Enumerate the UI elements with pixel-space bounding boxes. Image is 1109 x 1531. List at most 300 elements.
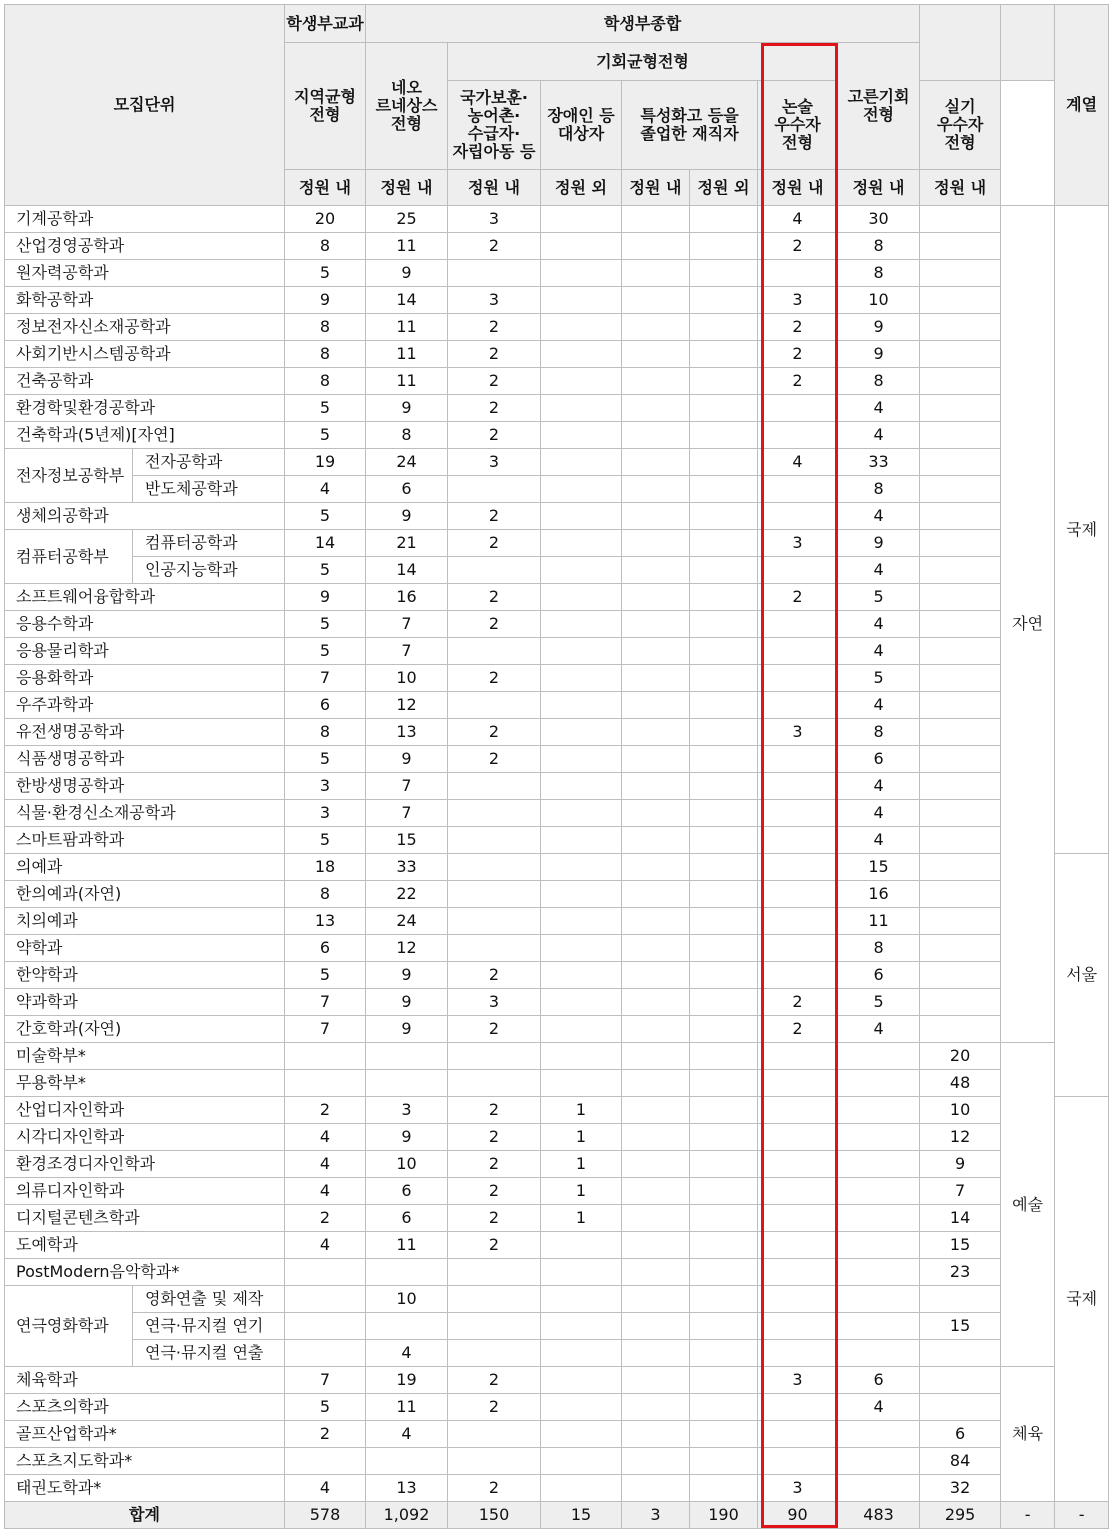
row-group-name: 컴퓨터공학부 [5, 530, 133, 584]
quota-cell [758, 665, 838, 692]
quota-cell [758, 638, 838, 665]
header-blank-silgi [1001, 5, 1055, 81]
table-row [5, 1097, 1109, 1124]
quota-cell: 25 [366, 206, 448, 233]
quota-cell [541, 1475, 622, 1502]
quota-cell [690, 881, 758, 908]
quota-cell: 18 [285, 854, 366, 881]
quota-cell [690, 368, 758, 395]
table-body [5, 206, 1109, 1529]
quota-cell: 9 [366, 260, 448, 287]
quota-cell: 8 [285, 368, 366, 395]
quota-cell: 3 [758, 719, 838, 746]
row-unit-name: 환경학및환경공학과 [5, 395, 285, 422]
quota-cell [448, 908, 541, 935]
table-row [5, 476, 1109, 503]
gyeyeol-cell: 체육 [1001, 1367, 1055, 1502]
quota-cell [758, 1340, 838, 1367]
table-row [5, 989, 1109, 1016]
quota-cell: 24 [366, 908, 448, 935]
table-row [5, 314, 1109, 341]
quota-cell [690, 1043, 758, 1070]
quota-cell: 1 [541, 1097, 622, 1124]
quota-cell [690, 557, 758, 584]
quota-cell [920, 287, 1001, 314]
table-row [5, 1070, 1109, 1097]
header-blank-nonsul [920, 5, 1001, 81]
total-cell: 190 [690, 1502, 758, 1529]
quota-cell: 7 [366, 773, 448, 800]
quota-cell: 84 [920, 1448, 1001, 1475]
campus-cell: 국제 [1055, 206, 1109, 854]
quota-cell [541, 773, 622, 800]
total-cell: - [1055, 1502, 1109, 1529]
quota-cell: 2 [448, 395, 541, 422]
quota-cell [690, 1070, 758, 1097]
quota-cell [690, 260, 758, 287]
quota-cell [541, 314, 622, 341]
quota-cell [541, 449, 622, 476]
quota-cell [690, 584, 758, 611]
quota-cell [541, 935, 622, 962]
quota-cell [541, 827, 622, 854]
quota-cell: 2 [448, 665, 541, 692]
quota-cell [758, 611, 838, 638]
quota-cell: 11 [366, 233, 448, 260]
quota-cell: 13 [366, 1475, 448, 1502]
quota-cell [622, 881, 690, 908]
admission-quota-table [4, 4, 1109, 1529]
quota-cell: 33 [366, 854, 448, 881]
quota-cell [541, 692, 622, 719]
quota-cell [541, 260, 622, 287]
quota-cell [920, 773, 1001, 800]
total-cell: - [1001, 1502, 1055, 1529]
quota-cell: 7 [920, 1178, 1001, 1205]
quota-cell: 5 [285, 746, 366, 773]
quota-cell: 3 [285, 800, 366, 827]
row-unit-name: 소프트웨어융합학과 [5, 584, 285, 611]
quota-cell [622, 503, 690, 530]
quota-cell [622, 530, 690, 557]
quota-cell [690, 1232, 758, 1259]
table-header [5, 5, 1109, 206]
quota-cell: 2 [448, 611, 541, 638]
quota-cell [541, 800, 622, 827]
quota-cell: 2 [758, 1016, 838, 1043]
quota-cell [920, 719, 1001, 746]
quota-cell [541, 962, 622, 989]
quota-cell [758, 692, 838, 719]
quota-cell [838, 1151, 920, 1178]
quota-cell [920, 395, 1001, 422]
total-cell: 483 [838, 1502, 920, 1529]
quota-cell: 2 [448, 1124, 541, 1151]
quota-cell [690, 1205, 758, 1232]
quota-cell [690, 1367, 758, 1394]
quota-cell: 9 [920, 1151, 1001, 1178]
quota-cell [838, 1313, 920, 1340]
quota-cell [920, 1286, 1001, 1313]
quota-cell: 2 [285, 1097, 366, 1124]
table-row [5, 692, 1109, 719]
quota-cell: 9 [838, 314, 920, 341]
quota-cell [541, 476, 622, 503]
row-unit-name: 건축학과(5년제)[자연] [5, 422, 285, 449]
quota-cell [690, 1124, 758, 1151]
quota-cell: 4 [838, 827, 920, 854]
quota-cell [285, 1313, 366, 1340]
quota-cell [838, 1259, 920, 1286]
quota-cell [758, 1313, 838, 1340]
quota-cell [838, 1178, 920, 1205]
quota-cell [920, 422, 1001, 449]
quota-cell: 6 [285, 692, 366, 719]
quota-cell [448, 557, 541, 584]
quota-cell [541, 557, 622, 584]
quota-cell: 5 [285, 638, 366, 665]
quota-label: 정원 내 [285, 170, 366, 206]
quota-cell [541, 368, 622, 395]
quota-cell [920, 557, 1001, 584]
quota-cell: 2 [448, 422, 541, 449]
row-unit-name: 식품생명공학과 [5, 746, 285, 773]
quota-cell: 4 [838, 395, 920, 422]
quota-cell [920, 827, 1001, 854]
quota-cell: 11 [366, 314, 448, 341]
row-unit-name: 화학공학과 [5, 287, 285, 314]
quota-cell [758, 1043, 838, 1070]
quota-cell [758, 746, 838, 773]
row-unit-name: 응용수학과 [5, 611, 285, 638]
table-row [5, 584, 1109, 611]
quota-cell [920, 989, 1001, 1016]
quota-cell: 4 [285, 476, 366, 503]
quota-cell: 21 [366, 530, 448, 557]
table-row [5, 260, 1109, 287]
table-row [5, 1367, 1109, 1394]
table-row [5, 962, 1109, 989]
quota-cell [366, 1259, 448, 1286]
quota-cell [920, 260, 1001, 287]
quota-cell: 4 [838, 1016, 920, 1043]
row-unit-name: 무용학부* [5, 1070, 285, 1097]
quota-cell [622, 1178, 690, 1205]
quota-cell [622, 719, 690, 746]
header-gyogwa: 학생부교과 [285, 5, 366, 43]
header-jiyeok: 지역균형 전형 [285, 43, 366, 170]
table-row [5, 1124, 1109, 1151]
quota-cell [920, 530, 1001, 557]
table-row [5, 368, 1109, 395]
quota-cell [690, 1151, 758, 1178]
quota-cell: 3 [448, 449, 541, 476]
quota-cell [920, 368, 1001, 395]
quota-cell [920, 746, 1001, 773]
row-unit-name: 원자력공학과 [5, 260, 285, 287]
quota-cell [758, 935, 838, 962]
quota-cell: 8 [285, 881, 366, 908]
quota-cell: 4 [285, 1475, 366, 1502]
gyeyeol-cell: 예술 [1001, 1043, 1055, 1367]
row-unit-name: 영화연출 및 제작 [133, 1286, 285, 1313]
table-row [5, 827, 1109, 854]
quota-cell: 12 [920, 1124, 1001, 1151]
total-cell: 15 [541, 1502, 622, 1529]
quota-cell [690, 206, 758, 233]
row-unit-name: 인공지능학과 [133, 557, 285, 584]
quota-cell [920, 206, 1001, 233]
row-unit-name: 한의예과(자연) [5, 881, 285, 908]
quota-cell [758, 800, 838, 827]
quota-cell [541, 287, 622, 314]
row-unit-name: 한약학과 [5, 962, 285, 989]
quota-cell [758, 503, 838, 530]
table-row [5, 1259, 1109, 1286]
quota-cell [622, 1286, 690, 1313]
quota-cell: 15 [838, 854, 920, 881]
table-row [5, 854, 1109, 881]
quota-cell [758, 773, 838, 800]
quota-label: 정원 외 [690, 170, 758, 206]
quota-cell [838, 1124, 920, 1151]
quota-cell [920, 665, 1001, 692]
header-jangae: 장애인 등 대상자 [541, 81, 622, 170]
quota-cell [758, 1259, 838, 1286]
table-row [5, 287, 1109, 314]
row-unit-name: 도예학과 [5, 1232, 285, 1259]
quota-cell [541, 341, 622, 368]
quota-cell [690, 1313, 758, 1340]
row-unit-name: 연극·뮤지컬 연기 [133, 1313, 285, 1340]
quota-cell: 5 [838, 665, 920, 692]
quota-cell: 3 [758, 530, 838, 557]
quota-cell [920, 881, 1001, 908]
quota-cell [690, 692, 758, 719]
quota-cell: 9 [838, 341, 920, 368]
quota-cell: 4 [838, 638, 920, 665]
quota-cell [920, 908, 1001, 935]
row-unit-name: 컴퓨터공학과 [133, 530, 285, 557]
quota-cell: 8 [366, 422, 448, 449]
total-cell: 3 [622, 1502, 690, 1529]
row-unit-name: PostModern음악학과* [5, 1259, 285, 1286]
quota-cell: 4 [838, 692, 920, 719]
quota-cell: 2 [448, 1205, 541, 1232]
quota-cell: 15 [920, 1232, 1001, 1259]
quota-cell [541, 503, 622, 530]
header-gihoe: 기회균형전형 [448, 43, 838, 81]
table-row [5, 1205, 1109, 1232]
quota-cell [758, 1151, 838, 1178]
quota-cell [541, 1259, 622, 1286]
quota-cell: 12 [366, 935, 448, 962]
quota-cell [920, 692, 1001, 719]
quota-cell [920, 1016, 1001, 1043]
quota-cell [690, 908, 758, 935]
row-unit-name: 반도체공학과 [133, 476, 285, 503]
table-row [5, 719, 1109, 746]
header-recruit-unit: 모집단위 [5, 5, 285, 206]
quota-cell: 2 [448, 341, 541, 368]
quota-cell [690, 773, 758, 800]
quota-label: 정원 내 [366, 170, 448, 206]
table-row [5, 1448, 1109, 1475]
quota-cell: 32 [920, 1475, 1001, 1502]
quota-cell [622, 341, 690, 368]
quota-cell [541, 665, 622, 692]
quota-cell: 4 [838, 611, 920, 638]
quota-cell: 20 [920, 1043, 1001, 1070]
quota-cell [622, 1313, 690, 1340]
quota-cell: 15 [366, 827, 448, 854]
quota-cell [622, 557, 690, 584]
quota-cell: 11 [366, 368, 448, 395]
header-goreun: 고른기회 전형 [838, 43, 920, 170]
quota-cell [838, 1448, 920, 1475]
quota-cell: 12 [366, 692, 448, 719]
table-row [5, 449, 1109, 476]
quota-cell [285, 1286, 366, 1313]
quota-cell: 2 [758, 341, 838, 368]
quota-cell [838, 1097, 920, 1124]
table-row [5, 341, 1109, 368]
quota-cell: 2 [285, 1205, 366, 1232]
quota-cell [838, 1070, 920, 1097]
quota-cell [758, 260, 838, 287]
quota-cell: 10 [366, 1151, 448, 1178]
table-row [5, 557, 1109, 584]
quota-cell [366, 1313, 448, 1340]
quota-cell [920, 341, 1001, 368]
row-unit-name: 건축공학과 [5, 368, 285, 395]
row-unit-name: 의예과 [5, 854, 285, 881]
quota-cell: 4 [366, 1340, 448, 1367]
quota-cell [622, 233, 690, 260]
quota-cell: 4 [838, 773, 920, 800]
quota-cell [622, 827, 690, 854]
quota-cell [622, 908, 690, 935]
table-row [5, 530, 1109, 557]
quota-cell: 9 [366, 746, 448, 773]
quota-cell: 16 [366, 584, 448, 611]
quota-cell: 2 [758, 989, 838, 1016]
quota-cell [622, 422, 690, 449]
row-unit-name: 사회기반시스템공학과 [5, 341, 285, 368]
quota-cell: 11 [366, 1394, 448, 1421]
quota-cell: 4 [758, 449, 838, 476]
row-unit-name: 치의예과 [5, 908, 285, 935]
quota-cell: 7 [366, 800, 448, 827]
quota-cell: 9 [366, 962, 448, 989]
quota-cell: 7 [285, 1367, 366, 1394]
quota-cell: 13 [366, 719, 448, 746]
quota-cell: 5 [285, 260, 366, 287]
quota-cell: 2 [448, 530, 541, 557]
quota-cell: 4 [838, 1394, 920, 1421]
quota-cell [541, 1232, 622, 1259]
quota-cell: 11 [366, 1232, 448, 1259]
quota-cell [448, 1043, 541, 1070]
quota-cell [920, 476, 1001, 503]
table-row [5, 422, 1109, 449]
total-row [5, 1502, 1109, 1529]
quota-cell: 5 [285, 611, 366, 638]
quota-cell: 3 [448, 989, 541, 1016]
quota-cell [622, 1151, 690, 1178]
quota-cell: 5 [285, 827, 366, 854]
row-unit-name: 시각디자인학과 [5, 1124, 285, 1151]
quota-cell [758, 854, 838, 881]
quota-cell [448, 827, 541, 854]
quota-cell: 14 [920, 1205, 1001, 1232]
quota-cell [690, 1286, 758, 1313]
quota-cell [690, 827, 758, 854]
quota-cell [758, 908, 838, 935]
quota-cell: 4 [285, 1124, 366, 1151]
row-unit-name: 한방생명공학과 [5, 773, 285, 800]
quota-cell [920, 1340, 1001, 1367]
quota-cell [690, 962, 758, 989]
quota-cell [622, 989, 690, 1016]
total-cell: 90 [758, 1502, 838, 1529]
quota-cell [541, 1340, 622, 1367]
quota-cell: 8 [285, 314, 366, 341]
quota-cell [541, 233, 622, 260]
quota-cell [622, 1232, 690, 1259]
table-row [5, 638, 1109, 665]
quota-cell [448, 800, 541, 827]
quota-cell [690, 1097, 758, 1124]
quota-cell [690, 1448, 758, 1475]
quota-cell: 2 [448, 1178, 541, 1205]
quota-cell [541, 1394, 622, 1421]
quota-cell: 11 [366, 341, 448, 368]
total-cell: 295 [920, 1502, 1001, 1529]
row-unit-name: 산업디자인학과 [5, 1097, 285, 1124]
quota-cell [690, 449, 758, 476]
quota-cell [541, 746, 622, 773]
quota-cell [920, 854, 1001, 881]
quota-cell: 19 [366, 1367, 448, 1394]
quota-cell [285, 1340, 366, 1367]
quota-cell [622, 1475, 690, 1502]
quota-cell [541, 1421, 622, 1448]
quota-cell [622, 260, 690, 287]
quota-cell: 3 [366, 1097, 448, 1124]
row-unit-name: 체육학과 [5, 1367, 285, 1394]
quota-cell [622, 692, 690, 719]
quota-cell [838, 1286, 920, 1313]
quota-cell [920, 800, 1001, 827]
quota-cell [622, 746, 690, 773]
row-group-name: 전자정보공학부 [5, 449, 133, 503]
table-row [5, 1232, 1109, 1259]
quota-cell [758, 1097, 838, 1124]
header-jonghap: 학생부종합 [366, 5, 920, 43]
table-row [5, 1016, 1109, 1043]
quota-cell [690, 503, 758, 530]
quota-cell [920, 233, 1001, 260]
quota-cell [541, 206, 622, 233]
quota-cell: 3 [758, 1475, 838, 1502]
table-row [5, 1475, 1109, 1502]
row-unit-name: 약학과 [5, 935, 285, 962]
quota-cell: 4 [838, 422, 920, 449]
quota-cell: 8 [838, 368, 920, 395]
quota-cell [541, 638, 622, 665]
quota-cell [690, 1016, 758, 1043]
